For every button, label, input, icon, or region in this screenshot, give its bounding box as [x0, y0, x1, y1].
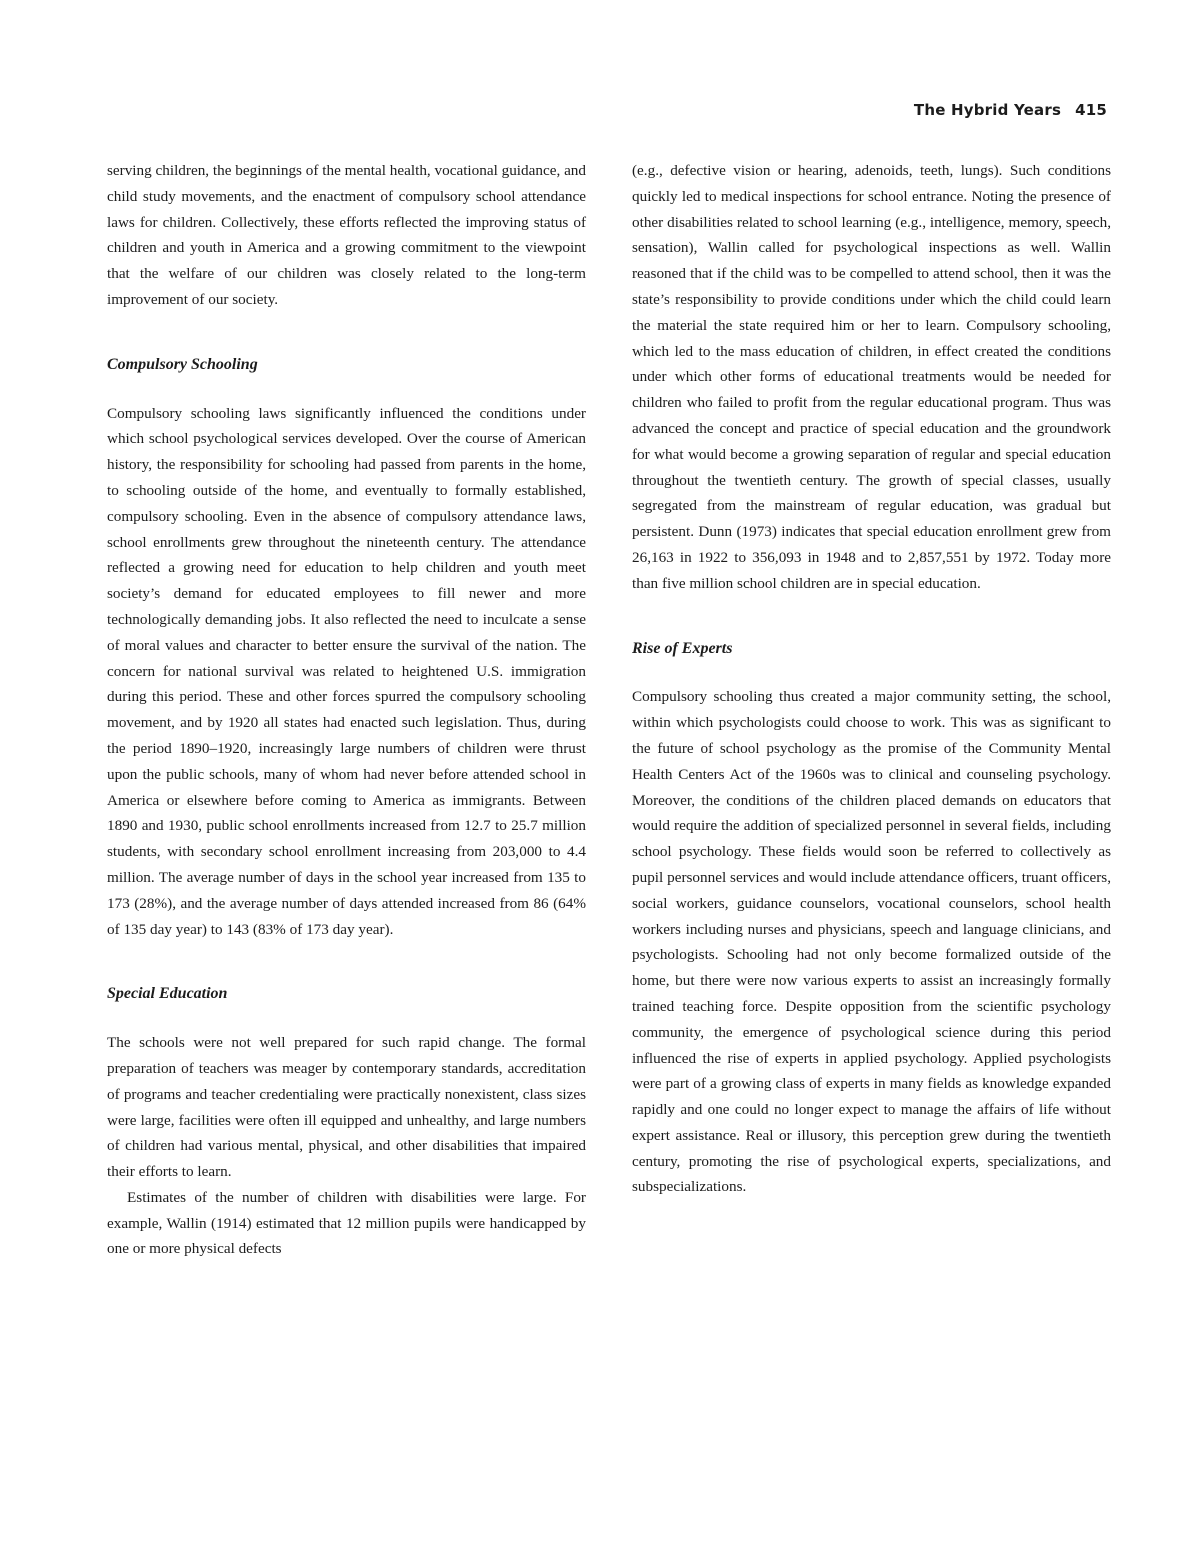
paragraph-special-education: The schools were not well prepared for such rapid change. The formal preparation of teachers was meager by contemporary standards, accreditation of programs and teacher credentialing were practically nonexistent, class sizes were large, facilities were often ill equipped and unhealthy, and large numbers of children had various mental, physical, and other disabilities that impaired their efforts to learn.: [107, 1034, 586, 1181]
running-title: The Hybrid Years: [913, 101, 1062, 119]
paragraph-intro-continued: serving children, the beginnings of the mental health, vocational guidance, and child study movements, and the enactment of compulsory school attendance laws for children. Collectively, these efforts reflected the improving status of children and youth in America and a growing commitment to the viewpoint that the welfare of our children was closely related to the long-term improvement of our society.: [107, 162, 586, 308]
running-head: [914, 101, 1107, 119]
heading-compulsory-schooling: Compulsory Schooling: [107, 355, 258, 373]
left-column: [107, 158, 586, 1262]
heading-rise-of-experts: Rise of Experts: [632, 639, 733, 657]
paragraph-wallin-continued: (e.g., defective vision or hearing, adenoids, teeth, lungs). Such conditions quickly led to medical inspections for school entrance. Noting the presence of other disabilities related to school learning (e.g., intelligence, memory, speech, sensation), Wallin called for psychological inspections as well. Wallin reasoned that if the child was to be compelled to attend school, then it was the state’s responsibility to provide conditions under which the child could learn the material the state required him or her to learn. Compulsory schooling, which led to the mass education of children, in effect created the conditions under which other forms of educational treatments would be needed for children who failed to profit from the regular educational program. Thus was advanced the concept and practice of special education and the groundwork for what would become a growing separation of regular and special education throughout the twentieth century. The growth of special classes, usually segregated from the mainstream of regular education, was gradual but persistent. Dunn (1973) indicates that special education enrollment grew from 26,163 in 1922 to 356,093 in 1948 and to 2,857,551 by 1972. Today more than five million school children are in special education.: [632, 162, 1111, 592]
right-column: [632, 158, 1111, 1200]
paragraph-disability-estimates: Estimates of the number of children with disabilities were large. For example, Wallin (1914) estimated that 12 million pupils were handicapped by one or more physical defects: [107, 1188, 586, 1258]
paragraph-rise-of-experts: Compulsory schooling thus created a major community setting, the school, within which psychologists could choose to work. This was as significant to the future of school psychology as the promise of the Community Mental Health Centers Act of the 1960s was to clinical and counseling psychology. Moreover, the conditions of the children placed demands on educators that would require the addition of specialized personnel in several fields, including school psychology. These fields would soon be referred to collectively as pupil personnel services and would include attendance officers, truant officers, social workers, guidance counselors, vocational counselors, school health workers including nurses and physicians, speech and language clinicians, and psychologists. Schooling had not only become formalized outside of the home, but there were now various experts to assist an increasingly formally trained teaching force. Despite opposition from the scientific psychology community, the emergence of psychological science during this period influenced the rise of experts in applied psychology. Applied psychologists were part of a growing class of experts in many fields as knowledge expanded rapidly and one could no longer expect to manage the affairs of life without expert assistance. Real or illusory, this perception grew during the twentieth century, promoting the rise of psychological experts, specializations, and subspecializations.: [632, 688, 1111, 1196]
paragraph-compulsory-schooling: Compulsory schooling laws significantly influenced the conditions under which school psychological services developed. Over the course of American history, the responsibility for schooling had passed from parents in the home, to schooling outside of the home, and eventually to formally established, compulsory schooling. Even in the absence of compulsory attendance laws, school enrollments grew throughout the nineteenth century. The attendance reflected a growing need for education to help children and youth meet society’s demand for educated employees to fill newer and more technologically demanding jobs. It also reflected the need to inculcate a sense of moral values and character to better ensure the survival of the nation. The concern for national survival was related to heightened U.S. immigration during this period. These and other forces spurred the compulsory schooling movement, and by 1920 all states had enacted such legislation. Thus, during the period 1890–1920, increasingly large numbers of children were thrust upon the public schools, many of whom had never before attended school in America or elsewhere before coming to America as immigrants. Between 1890 and 1930, public school enrollments increased from 12.7 to 25.7 million students, with secondary school enrollment increasing from 203,000 to 4.4 million. The average number of days in the school year increased from 135 to 173 (28%), and the average number of days attended increased from 86 (64% of 135 day year) to 143 (83% of 173 day year).: [107, 404, 586, 938]
page-number: 415: [1075, 101, 1107, 119]
heading-special-education: Special Education: [107, 985, 228, 1003]
